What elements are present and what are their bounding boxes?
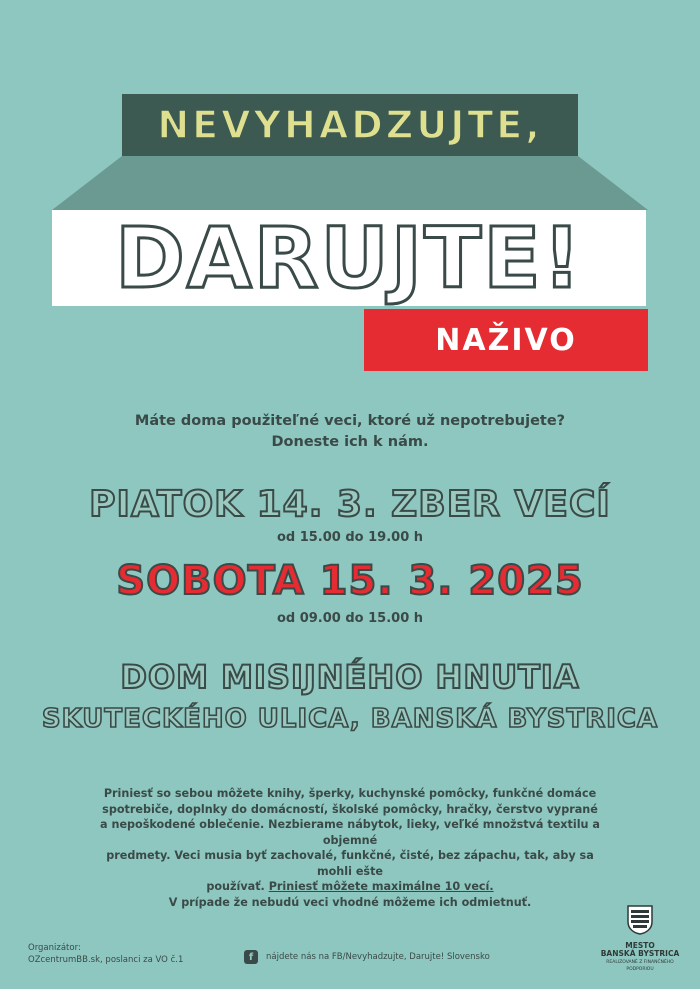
header-line2: DARUJTE! [115,209,583,307]
event-place-name: DOM MISIJNÉHO HNUTIA [120,658,580,696]
header-top-banner [122,94,578,156]
details-line: V prípade že nebudú veci vhodné môžeme ich odmietnuť. [168,895,532,909]
details-line: a nepoškodené oblečenie. Nezbierame nábytok, lieky, veľké množstvá textilu a objemné [100,818,600,847]
event-day1: PIATOK 14. 3. ZBER VECÍ [89,484,611,525]
organizer [28,942,183,966]
header-main-banner [52,210,646,306]
details-line: predmety. Veci musia byť zachovalé, funkčné, čisté, bez zápachu, tak, aby sa mohli ešte [106,849,594,878]
intro-text [0,411,700,453]
live-badge [364,309,648,371]
event-day2: SOBOTA 15. 3. 2025 [116,558,584,604]
details-line-start: používať. [206,880,265,893]
intro-line2: Doneste ich k nám. [271,434,429,450]
facebook-text: nájdete nás na FB/Nevyhadzujte, Darujte! Slovensko [266,952,490,962]
organizer-label: Organizátor: [28,943,81,953]
event-day1-time: od 15.00 do 19.00 h [276,530,424,545]
facebook-link[interactable] [244,950,490,964]
city-crest-icon [627,905,653,935]
max-items-note: Priniesť môžete maximálne 10 vecí. [268,880,494,893]
details-text [90,786,610,910]
details-line: spotrebiče, doplnky do domácností, školské pomôcky, hračky, čerstvo vyprané [102,802,598,816]
header-line3: NAŽIVO [435,322,577,358]
facebook-icon: f [244,950,258,964]
organizer-value: OZcentrumBB.sk, poslanci za VO č.1 [28,955,184,965]
city-name-line2: BANSKÁ BYSTRICA [600,949,680,958]
event-place-address: SKUTECKÉHO ULICA, BANSKÁ BYSTRICA [41,704,659,734]
city-sub-line2: PODPORIOU [626,967,654,972]
details-line [90,879,610,895]
city-sub-line1: REALIZOVANÉ Z FINANČNÉHO [606,960,674,965]
event-day2-time: od 09.00 do 15.00 h [276,611,424,626]
intro-line1: Máte doma použiteľné veci, ktoré už nepotrebujete? [134,413,566,429]
city-logo [600,905,680,972]
header-line1: NEVYHADZUJTE, [157,103,543,147]
details-line: Priniesť so sebou môžete knihy, šperky, kuchynské pomôcky, funkčné domáce [103,787,597,800]
city-name-line1: MESTO [625,941,655,950]
